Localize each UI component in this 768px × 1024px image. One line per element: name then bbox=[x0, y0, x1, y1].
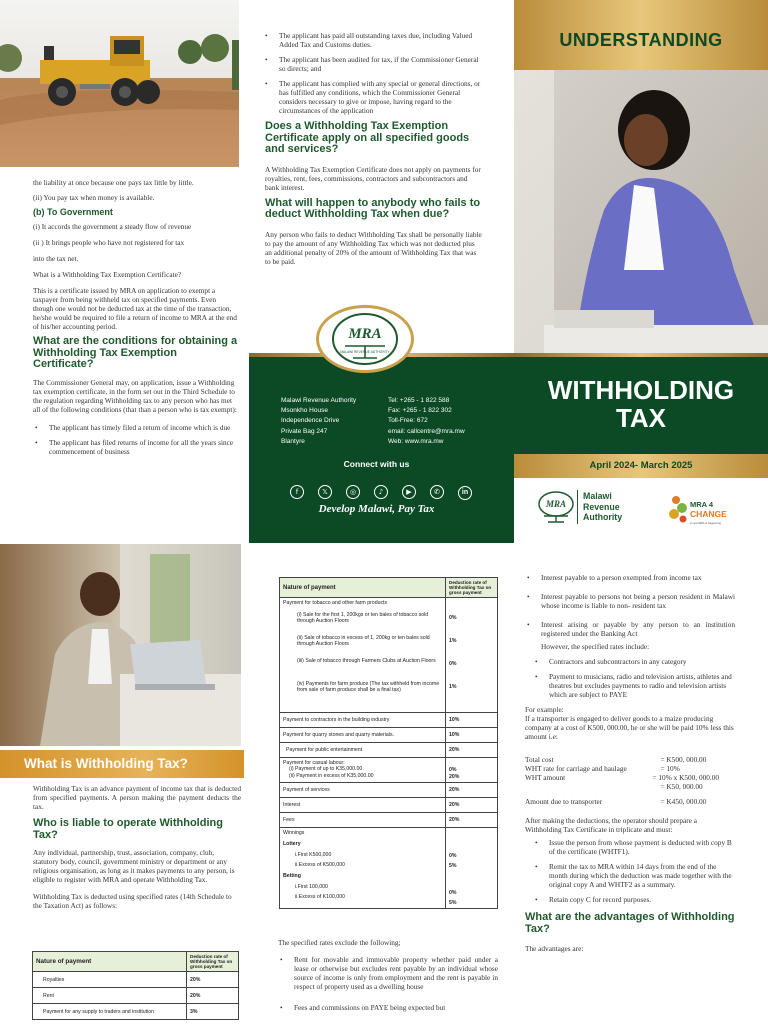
address-line: Blantyre bbox=[281, 437, 305, 445]
casual-rates bbox=[446, 758, 498, 783]
mra4change-logo bbox=[666, 490, 744, 528]
casual-title: Payment for casual labour: bbox=[283, 760, 345, 766]
mra-small-logo-text: MRA bbox=[545, 499, 567, 509]
calc-value: = K500, 000.00 bbox=[660, 755, 707, 764]
cell-nature: Rent bbox=[33, 988, 187, 1004]
cell-rate: 0% bbox=[449, 767, 457, 773]
contact-details bbox=[281, 396, 465, 447]
man-laptop-photo bbox=[0, 544, 241, 746]
cell-rate: 10% bbox=[446, 713, 498, 728]
phone-block bbox=[388, 396, 465, 447]
header-nature: Nature of payment bbox=[33, 952, 187, 972]
tollfree-line: Toll-Free: 672 bbox=[388, 417, 428, 425]
liable-heading: Who is liable to operate Withholding Tax? bbox=[33, 817, 223, 841]
advantage-taxpayer-i-cont: the liability at once because one pays tax little by little. bbox=[33, 178, 194, 187]
lottery-title: Lottery bbox=[283, 841, 301, 847]
address-line: Malawi Revenue Authority bbox=[281, 397, 357, 404]
org-name bbox=[583, 491, 622, 523]
calc-value: = K450, 000.00 bbox=[660, 797, 707, 806]
conditions-intro: The Commissioner General may, on application, issue a Withholding tax exemption certificate, in the form set out in the Third Schedule to the regulation regarding Withholding tax to any person who has met all of the following conditions (that than a person who is tax exempt): bbox=[33, 377, 237, 414]
advantages-heading: What are the advantages of Withholding Tax? bbox=[525, 911, 735, 935]
cell-rate: 5% bbox=[449, 863, 457, 869]
header-rate: Deduction rate of Withholding Tax on gross payment bbox=[187, 952, 239, 972]
exclusions-intro: The specified rates exclude the following; bbox=[278, 938, 401, 947]
org-name-line: Malawi bbox=[583, 491, 612, 501]
table-row bbox=[33, 1004, 239, 1020]
calc-label bbox=[525, 782, 650, 791]
fax-line: Fax: +265 - 1 822 302 bbox=[388, 407, 452, 415]
exemption-scope-text: A Withholding Tax Exemption Certificate does not apply on payments for royalties, rent, fees, commissions, contractors and subcontractors and bank interest. bbox=[265, 164, 481, 192]
cell-nature: Interest bbox=[280, 798, 446, 813]
calc-value: = 10% bbox=[660, 764, 680, 773]
header-nature: Nature of payment bbox=[280, 578, 446, 598]
list-item: • Retain copy C for record purposes. bbox=[525, 895, 735, 904]
banner-text: What is Withholding Tax? bbox=[24, 756, 188, 771]
list-item: • The applicant has timely filed a return of income which is due bbox=[33, 423, 238, 432]
winnings-cell bbox=[280, 828, 446, 909]
penalty-heading: What will happen to anybody who fails to deduct Withholding Tax when due? bbox=[265, 196, 481, 220]
mra-small-emblem bbox=[536, 490, 576, 524]
social-icons bbox=[276, 479, 486, 500]
tobacco-item: (ii) Sale of tobacco in excess of 1, 200kg or ten bales sold through Auction Floors bbox=[297, 635, 430, 647]
inclusions-list bbox=[525, 657, 735, 699]
list-item: • The applicant has paid all outstanding taxes due, including Valued Added Tax and Customs duties. bbox=[263, 31, 482, 49]
woman-laptop-photo bbox=[514, 70, 768, 353]
winnings-rates bbox=[446, 828, 498, 909]
calc-label: WHT amount bbox=[525, 773, 566, 782]
man-illustration bbox=[0, 544, 241, 746]
cell-rate: 5% bbox=[449, 900, 457, 906]
list-item: • The applicant has complied with any special or general directions, or has fulfilled any conditions, which the Commissioner General considers necessary to give or impose, having regard to the circumstances of the application bbox=[263, 79, 482, 115]
cell-rate: 0% bbox=[449, 853, 457, 859]
table-row bbox=[280, 813, 498, 828]
liable-text: Any individual, partnership, trust, association, company, club, statutory body, council, government ministry or department or any religious organisation, as long as it makes payments to any person, is eligible to register with MRA and operate Withholding Tax. bbox=[33, 848, 235, 884]
exemption-scope-heading: Does a Withholding Tax Exemption Certificate apply on all specified goods and services? bbox=[265, 120, 470, 155]
tel-line: Tel: +265 - 1 822 588 bbox=[388, 397, 450, 404]
after-deduction-text: After making the deductions, the operator should prepare a Withholding Tax Certificate in triplicate and must: bbox=[525, 816, 698, 834]
table-row bbox=[280, 758, 498, 783]
cell-rate: 0% bbox=[449, 890, 457, 896]
lottery-item: i.First K500,000 bbox=[295, 852, 332, 858]
linkedin-icon[interactable]: in bbox=[458, 486, 472, 500]
betting-item: i.First 100,000 bbox=[295, 884, 328, 890]
cell-rate: 20% bbox=[446, 798, 498, 813]
cell-rate: 0% bbox=[449, 661, 457, 667]
cell-rate: 0% bbox=[449, 615, 457, 621]
change-tagline: a new MRA is happening bbox=[690, 521, 721, 525]
calc-label: Amount due to transporter bbox=[525, 797, 603, 806]
exemption-certificate-question: What is a Withholding Tax Exemption Certificate? bbox=[33, 270, 182, 279]
calc-label: WHT rate for carriage and haulage bbox=[525, 764, 627, 773]
calc-row bbox=[525, 782, 735, 791]
x-icon[interactable]: 𝕏 bbox=[318, 485, 332, 499]
slogan: Develop Malawi, Pay Tax bbox=[318, 503, 435, 515]
change-text: CHANGE bbox=[690, 509, 727, 519]
tobacco-item: (iv) Payments for farm produce (The tax withheld from income from sale of farm produce shall be a final tax) bbox=[297, 681, 440, 693]
operator-duties-list bbox=[525, 838, 735, 904]
mra4change-emblem bbox=[666, 490, 744, 528]
table-row bbox=[280, 743, 498, 758]
list-item: • The applicant has been audited for tax, if the Commissioner General so directs; and bbox=[263, 55, 482, 73]
youtube-icon[interactable]: ▶ bbox=[402, 485, 416, 499]
calc-value: = K50, 000.00 bbox=[660, 782, 703, 791]
conditions-list-cont bbox=[263, 31, 482, 115]
calc-row bbox=[525, 755, 735, 764]
rates-table-part2 bbox=[279, 577, 498, 909]
to-government-heading: (b) To Government bbox=[33, 207, 113, 217]
penalty-text: Any person who fails to deduct Withholding Tax shall be personally liable to pay the amount of any Withholding Tax which was not deducted plus an additional penalty of 20% of the amount of Withholding Tax that was to be paid. bbox=[265, 229, 482, 266]
header-rate: Deduction rate of Withholding Tax on gross payment bbox=[446, 578, 498, 598]
cell-nature: Payment for any supply to traders and institution bbox=[33, 1004, 187, 1020]
org-name-line: Authority bbox=[583, 512, 623, 522]
cell-rate: 20% bbox=[187, 988, 239, 1004]
org-name-line: Revenue bbox=[583, 501, 620, 512]
cell-nature: Fees bbox=[280, 813, 446, 828]
web-link[interactable]: Web: www.mra.mw bbox=[388, 437, 444, 445]
casual-item: (ii) Payment in excess of K35,000.00 bbox=[289, 773, 374, 779]
mra-ring-text: MALAWI REVENUE AUTHORITY bbox=[340, 350, 390, 354]
cell-rate: 20% bbox=[187, 972, 239, 988]
cell-rate: 20% bbox=[446, 783, 498, 798]
list-item: • The applicant has filed returns of income for all the years since commencement of business bbox=[33, 438, 238, 456]
connect-heading: Connect with us bbox=[343, 459, 410, 469]
tobacco-rates bbox=[446, 598, 498, 713]
advantage-taxpayer-ii: (ii) You pay tax when money is available. bbox=[33, 193, 155, 202]
instagram-icon[interactable]: ◎ bbox=[346, 485, 360, 499]
tobacco-item: (iii) Sale of tobacco through Farmers Clubs at Auction Floors bbox=[297, 658, 436, 664]
betting-title: Betting bbox=[283, 873, 301, 879]
government-advantage-i: (i) It accords the government a steady flow of revenue bbox=[33, 222, 192, 231]
cell-nature: Royalties bbox=[33, 972, 187, 988]
cell-nature: Payment for public entertainment bbox=[280, 743, 446, 758]
period-band bbox=[514, 454, 768, 478]
address-block bbox=[281, 396, 388, 447]
exclusions-list bbox=[278, 955, 498, 1012]
facebook-icon[interactable]: f bbox=[290, 485, 304, 499]
inclusions-intro: However, the specified rates include: bbox=[541, 642, 650, 651]
example-text: If a transporter is engaged to deliver goods to a maize producing company at a cost of K500, 000.00, he or she will be paid 10% less this amount i.e: bbox=[525, 714, 734, 741]
whatsapp-icon[interactable]: ✆ bbox=[430, 485, 444, 499]
cell-rate: 20% bbox=[449, 774, 460, 780]
calc-label: Total cost bbox=[525, 755, 554, 764]
woman-illustration bbox=[514, 70, 768, 353]
cell-nature: Payment to contractors in the building industry bbox=[280, 713, 446, 728]
cover-title-line2: TAX bbox=[615, 403, 667, 433]
casual-item: (i) Payment of up to K35,000.00 bbox=[289, 766, 363, 772]
bottom-left-text bbox=[33, 784, 241, 910]
address-line: Private Bag 247 bbox=[281, 427, 328, 435]
casual-cell bbox=[280, 758, 446, 783]
calc-row bbox=[525, 773, 735, 782]
betting-item: ii.Excess of K100,000 bbox=[295, 894, 345, 900]
cell-rate: 3% bbox=[187, 1004, 239, 1020]
example-calculation bbox=[525, 755, 735, 806]
left-top-text bbox=[33, 178, 238, 462]
tiktok-icon[interactable]: ♪ bbox=[374, 485, 388, 499]
table-row bbox=[280, 798, 498, 813]
list-item: • Interest payable to a person exempted from income tax bbox=[525, 573, 735, 582]
logo-divider bbox=[577, 490, 578, 524]
table-row bbox=[33, 972, 239, 988]
conditions-list bbox=[33, 423, 238, 456]
list-item: • Issue the person from whose payment is deducted with copy B of the certificate (WHTF1). bbox=[525, 838, 735, 856]
table-row bbox=[280, 828, 498, 909]
conditions-heading: What are the conditions for obtaining a Withholding Tax Exemption Certificate? bbox=[33, 335, 238, 370]
cell-rate: 10% bbox=[446, 728, 498, 743]
cell-rate: 1% bbox=[449, 638, 457, 644]
list-item: • Interest payable to persons not being a person resident in Malawi whose income is liable to non- resident tax bbox=[525, 592, 735, 610]
tobacco-title: Payment for tobacco and other farm products bbox=[283, 600, 388, 606]
exclusions-list-cont bbox=[525, 573, 735, 638]
government-advantage-ii-cont: into the tax net. bbox=[33, 254, 79, 263]
lottery-item: ii.Excess of K500,000 bbox=[295, 862, 345, 868]
list-item: • Remit the tax to MRA within 14 days from the end of the month during which the deduction was made together with the original copy A and WHTF2 as a summary. bbox=[525, 862, 735, 889]
advantages-intro: The advantages are: bbox=[525, 944, 584, 953]
cell-rate: 20% bbox=[446, 813, 498, 828]
cell-rate: 20% bbox=[446, 743, 498, 758]
rates-table-part1 bbox=[32, 951, 239, 1020]
list-item: • Rent for movable and immovable property whether paid under a lease or otherwise but excludes rent payable by an individual whose source of income is only from employment and the rent is payable in respect of property used as a dwelling house bbox=[278, 955, 498, 991]
government-advantage-ii: (ii ) It brings people who have not registered for tax bbox=[33, 238, 185, 247]
list-item: • Interest arising or payable by any person to an institution registered under the Banking Act bbox=[525, 620, 735, 638]
address-line: Independence Drive bbox=[281, 417, 340, 425]
bottom-right-text bbox=[525, 573, 735, 953]
example-label: For example: bbox=[525, 705, 564, 714]
table-header-row bbox=[280, 578, 498, 598]
road-grader-photo bbox=[0, 0, 239, 167]
cell-nature: Payment for quarry stones and quarry materials. bbox=[280, 728, 446, 743]
list-item: • Payment to musicians, radio and television artists, athletes and theatres but excludes payments to radio and television artists which are subject to PAYE bbox=[525, 672, 735, 699]
address-line: Msonkho House bbox=[281, 407, 328, 415]
mra-footer-logo bbox=[536, 490, 576, 524]
cell-rate: 1% bbox=[449, 684, 457, 690]
mra-logo-text: MRA bbox=[348, 326, 382, 342]
cell-nature: Payment of services bbox=[280, 783, 446, 798]
email-link[interactable]: email: callcentre@mra.mw bbox=[388, 427, 465, 435]
calc-row bbox=[525, 764, 735, 773]
table-row bbox=[280, 728, 498, 743]
understanding-heading: UNDERSTANDING bbox=[559, 30, 723, 50]
mid-top-text bbox=[265, 31, 482, 266]
list-item: • Fees and commissions on PAYE being expected but bbox=[278, 1003, 498, 1012]
table-row bbox=[280, 783, 498, 798]
wht-definition: Withholding Tax is an advance payment of income tax that is deducted from specified payments. A person making the payment deducts the tax. bbox=[33, 784, 241, 811]
exemption-certificate-definition: This is a certificate issued by MRA on application to exempt a taxpayer from being withheld tax on specified payments. Even though one would not be deducted tax at the time of the transaction, he/she would be required to file a return of income to MRA at the end of his/her accounting period. bbox=[33, 286, 237, 331]
bottom-mid-text bbox=[278, 938, 498, 1018]
mra-emblem bbox=[319, 308, 411, 370]
road-grader-illustration bbox=[0, 0, 239, 167]
table-row bbox=[280, 713, 498, 728]
mra-logo-badge bbox=[316, 305, 414, 373]
table-row bbox=[33, 988, 239, 1004]
cover-title bbox=[514, 376, 768, 432]
calc-row bbox=[525, 791, 735, 806]
table-header-row bbox=[33, 952, 239, 972]
period-text: April 2024- March 2025 bbox=[589, 460, 693, 471]
what-is-wht-banner bbox=[0, 750, 244, 778]
mra4-text: MRA 4 bbox=[690, 500, 714, 509]
winnings-title: Winnings bbox=[283, 830, 305, 836]
tobacco-item: (i) Sale for the first 1, 200kgs or ten bales of tobacco sold through Auction Floors bbox=[297, 612, 429, 624]
tobacco-cell bbox=[280, 598, 446, 713]
calc-value: = 10% x K500, 000.00 bbox=[652, 773, 720, 782]
cover-title-line1: WITHHOLDING bbox=[547, 375, 735, 405]
table-row bbox=[280, 598, 498, 713]
list-item: • Contractors and subcontractors in any category bbox=[525, 657, 735, 666]
rates-intro: Withholding Tax is deducted using specified rates (14th Schedule to the Taxation Act) as follows: bbox=[33, 892, 232, 910]
